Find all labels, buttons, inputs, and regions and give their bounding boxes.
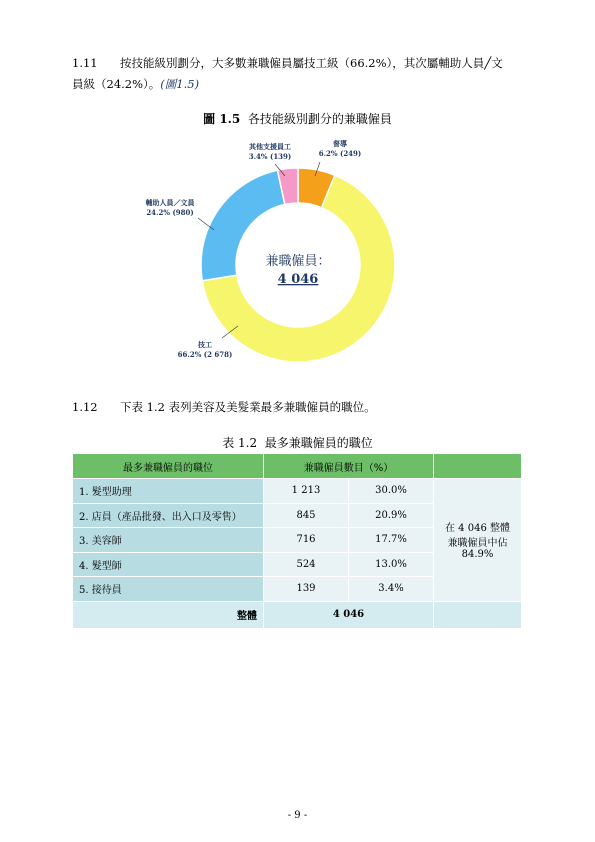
table-header-count: 兼職僱員數目（%） [264,454,434,479]
side-note-line: 84.9% [461,549,494,561]
donut-center-value: 4 046 [277,272,319,287]
slice-value-other-support: 3.4% (139) [248,152,292,161]
row-count: 716 [264,528,349,553]
row-position: 3. 美容師 [73,528,264,553]
paragraph-number: 1.12 [72,400,98,414]
table-header-blank [434,454,522,479]
donut-center-label: 兼職僱員： [265,254,331,269]
side-note-line: 在 4 046 整體 [445,523,510,535]
paragraph-text: 員級（24.2%）。 [72,77,161,91]
row-percent: 17.7% [349,528,434,553]
row-position: 2. 店員（產品批發、出入口及零售） [73,503,264,528]
total-blank [434,601,522,628]
row-position: 1. 髮型助理 [73,479,264,504]
side-note-line: 兼職僱員中佔 [447,538,508,550]
figure-label: 圖 1.5 [203,112,241,126]
paragraph-number: 1.11 [72,56,98,70]
slice-label-other-support: 其他支援員工 [249,142,291,151]
figure-reference: (圖1.5) [160,77,200,91]
paragraph-1-11 [72,53,532,95]
positions-table [72,453,522,629]
total-label: 整體 [73,601,264,628]
row-percent: 3.4% [349,577,434,602]
table-side-note [434,479,522,602]
row-count: 139 [264,577,349,602]
figure-title: 各技能級別劃分的兼職僱員 [247,112,392,126]
paragraph-text: 下表 1.2 表列美容及美髮業最多兼職僱員的職位。 [120,400,376,414]
table-header-row [73,454,522,479]
table-header-position: 最多兼職僱員的職位 [73,454,264,479]
slice-label-clerical: 輔助人員／文員 [145,198,195,207]
row-position: 4. 髮型師 [73,552,264,577]
slice-value-clerical: 24.2% (980) [146,208,194,217]
row-count: 524 [264,552,349,577]
row-percent: 13.0% [349,552,434,577]
paragraph-1-11-line2 [72,74,532,95]
donut-chart [0,130,595,390]
paragraph-text: 按技能級別劃分，大多數兼職僱員屬技工級（66.2%），其次屬輔助人員╱文 [120,56,503,70]
slice-value-craftsman: 66.2% (2 678) [177,350,233,359]
row-count: 845 [264,503,349,528]
total-value: 4 046 [264,601,434,628]
table-row [73,479,522,504]
slice-label-supervisor: 督導 [333,139,347,148]
paragraph-1-11-line1 [72,53,532,74]
table-caption [0,434,595,451]
row-percent: 30.0% [349,479,434,504]
slice-label-craftsman: 技工 [198,340,212,349]
page-number: - 9 - [287,810,308,821]
slice-value-supervisor: 6.2% (249) [318,149,362,158]
paragraph-1-12 [72,397,532,418]
row-percent: 20.9% [349,503,434,528]
row-position: 5. 接待員 [73,577,264,602]
table-total-row [73,601,522,628]
row-count: 1 213 [264,479,349,504]
table-label: 表 1.2 [222,436,258,450]
figure-caption [0,110,595,127]
table-title: 最多兼職僱員的職位 [264,436,373,450]
